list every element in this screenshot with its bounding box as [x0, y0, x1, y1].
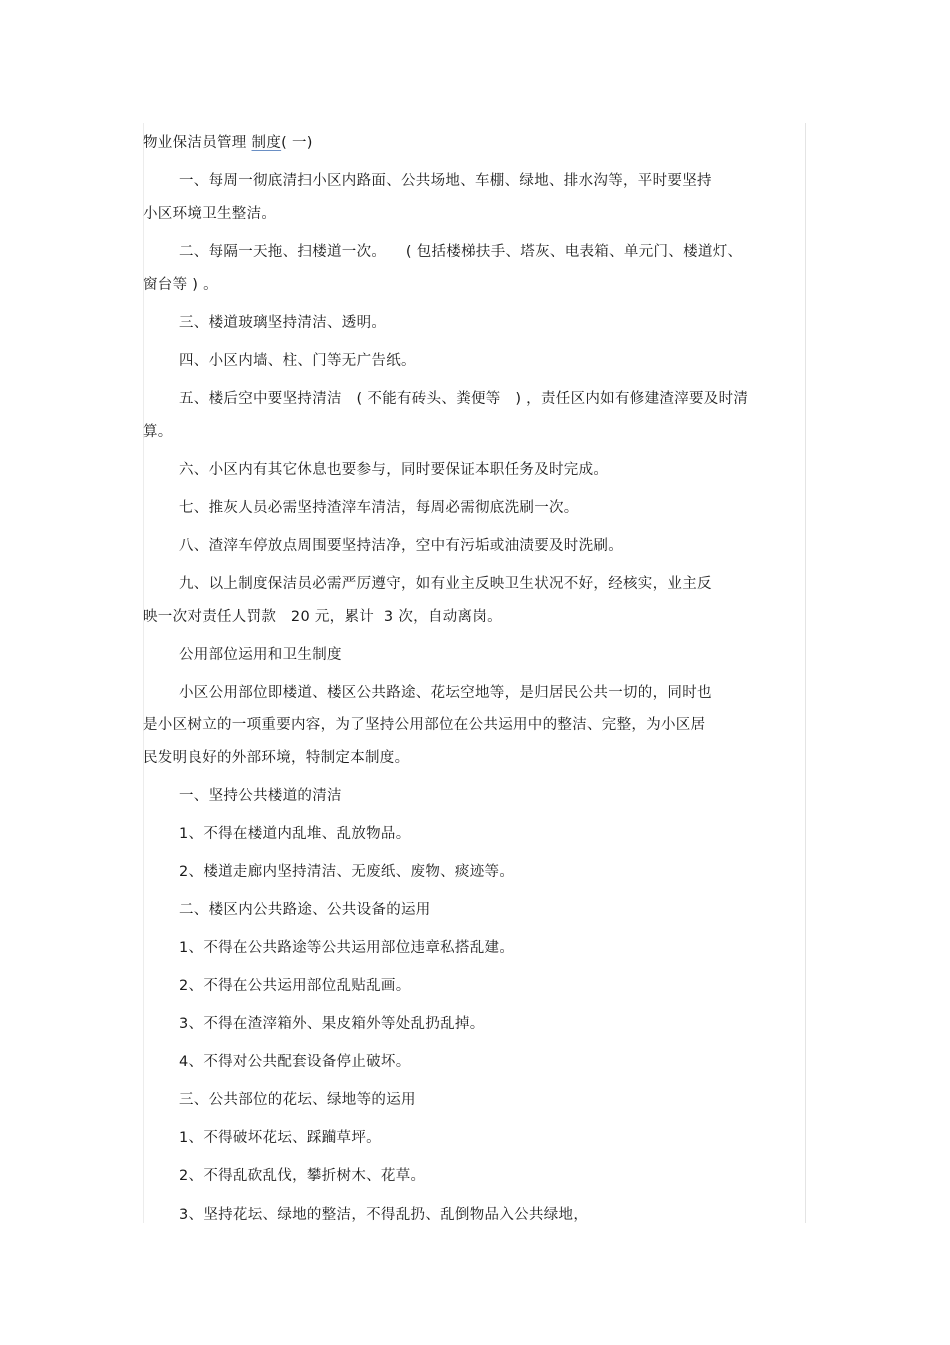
paragraph-line: 小区公用部位即楼道、楼区公共路途、花坛空地等，是归居民公共一切的，同时也 — [179, 685, 712, 701]
paragraph-line: 2、不得乱砍乱伐，攀折树木、花草。 — [179, 1168, 426, 1184]
paragraph-line: 五、楼后空中要坚持清洁 ( 不能有砖头、粪便等 ) ，责任区内如有修建渣滓要及时清 — [179, 391, 749, 407]
paragraph-line: 1、不得在公共路途等公共运用部位违章私搭乱建。 — [179, 940, 515, 956]
paragraph-line: 八、渣滓车停放点周围要坚持洁净，空中有污垢或油渍要及时洗刷。 — [179, 538, 623, 554]
paragraph-line: 二、每隔一天拖、扫楼道一次。 ( 包括楼梯扶手、塔灰、电表箱、单元门、楼道灯、 — [179, 244, 743, 260]
paragraph-line: 1、不得在楼道内乱堆、乱放物品。 — [179, 826, 411, 842]
paragraph-line: 九、以上制度保洁员必需严厉遵守，如有业主反映卫生状况不好，经核实，业主反 — [179, 576, 712, 592]
paragraph-line: 映一次对责任人罚款 20 元，累计 3 次，自动离岗。 — [143, 609, 502, 625]
paragraph-line: 民发明良好的外部环境，特制定本制度。 — [143, 750, 410, 766]
paragraph-line: 3、坚持花坛、绿地的整洁，不得乱扔、乱倒物品入公共绿地， — [179, 1207, 589, 1223]
paragraph-line: 二、楼区内公共路途、公共设备的运用 — [179, 902, 431, 918]
paragraph-line: 一、每周一彻底清扫小区内路面、公共场地、车棚、绿地、排水沟等，平时要坚持 — [179, 173, 712, 189]
paragraph-line: 3、不得在渣滓箱外、果皮箱外等处乱扔乱掉。 — [179, 1016, 485, 1032]
page-right-edge — [805, 123, 806, 1223]
title-prefix: 物业保洁员管理 — [143, 135, 252, 151]
paragraph-line: 4、不得对公共配套设备停止破坏。 — [179, 1054, 411, 1070]
paragraph-line: 六、小区内有其它休息也要参与，同时要保证本职任务及时完成。 — [179, 462, 609, 478]
title-suffix: ( 一) — [281, 135, 313, 151]
section-heading: 公用部位运用和卫生制度 — [179, 647, 342, 663]
paragraph-line: 四、小区内墙、柱、门等无广告纸。 — [179, 353, 416, 369]
paragraph-line: 七、推灰人员必需坚持渣滓车清洁，每周必需彻底洗刷一次。 — [179, 500, 579, 516]
paragraph-line: 小区环境卫生整洁。 — [143, 206, 277, 222]
paragraph-line: 一、坚持公共楼道的清洁 — [179, 788, 342, 804]
paragraph-line: 1、不得破坏花坛、踩躏草坪。 — [179, 1130, 381, 1146]
paragraph-line: 算。 — [143, 424, 173, 440]
paragraph-line: 2、不得在公共运用部位乱贴乱画。 — [179, 978, 411, 994]
title-link[interactable]: 制度 — [251, 135, 282, 151]
paragraph-line: 三、楼道玻璃坚持清洁、透明。 — [179, 315, 387, 331]
paragraph-line: 三、公共部位的花坛、绿地等的运用 — [179, 1092, 416, 1108]
document-title — [143, 134, 313, 152]
paragraph-line: 是小区树立的一项重要内容，为了坚持公用部位在公共运用中的整洁、完整，为小区居 — [143, 717, 706, 733]
paragraph-line: 窗台等 ) 。 — [143, 277, 218, 293]
paragraph-line: 2、楼道走廊内坚持清洁、无废纸、废物、痰迹等。 — [179, 864, 515, 880]
